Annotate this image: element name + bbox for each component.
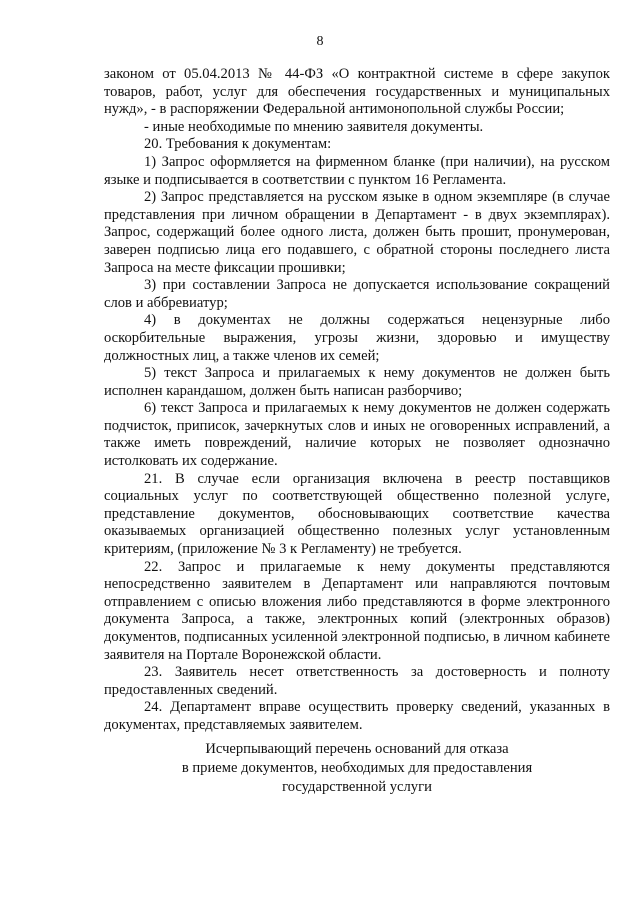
paragraph: 5) текст Запроса и прилагаемых к нему документов не должен быть исполнен карандашом, должен быть написан разборчиво; <box>104 365 610 399</box>
paragraph: 22. Запрос и прилагаемые к нему документы представляются непосредственно заявителем в Департамент или направляются почтовым отправлением с описью вложения либо представляются в форме электронного документа Запроса, а также, электронных копий (электронных образов) документов, подписанных усиленной электронной подписью, в личном кабинете заявителя на Портале Воронежской области. <box>104 558 610 663</box>
paragraph: 23. Заявитель несет ответственность за достоверность и полноту предоставленных сведений. <box>104 664 610 698</box>
page-number: 8 <box>316 34 324 49</box>
document-body <box>104 66 610 735</box>
paragraph: законом от 05.04.2013 № 44-ФЗ «О контрактной системе в сфере закупок товаров, работ, услуг для обеспечения государственных и муниципальных нужд», - в распоряжении Федеральной антимонопольной службы России; <box>104 66 610 118</box>
paragraph: 24. Департамент вправе осуществить проверку сведений, указанных в документах, представляемых заявителем. <box>104 699 610 733</box>
paragraph: 3) при составлении Запроса не допускается использование сокращений слов и аббревиатур; <box>104 277 610 311</box>
section-heading-line: государственной услуги <box>282 779 432 795</box>
paragraph: 1) Запрос оформляется на фирменном бланке (при наличии), на русском языке и подписывается в соответствии с пунктом 16 Регламента. <box>104 153 610 188</box>
paragraph: 2) Запрос представляется на русском языке в одном экземпляре (в случае представления при личном обращении в Департамент - в двух экземплярах). Запрос, содержащий более одного листа, должен быть прошит, пронумерован, заверен подписью лица его подавшего, с обратной стороны последнего листа Запроса на месте фиксации прошивки; <box>104 189 610 276</box>
paragraph: 20. Требования к документам: <box>144 136 332 153</box>
paragraph: 21. В случае если организация включена в реестр поставщиков социальных услуг по соответствующей общественно полезной услуге, представление документов, обосновывающих соответствие качества оказываемых организацией общественно полезных услуг установленным критериям, (приложение № 3 к Регламенту) не требуется. <box>104 470 610 558</box>
paragraph: 4) в документах не должны содержаться нецензурные либо оскорбительные выражения, угрозы жизни, здоровью и имуществу должностных лиц, а также членов их семей; <box>104 312 610 364</box>
paragraph: - иные необходимые по мнению заявителя документы. <box>144 118 484 135</box>
section-heading-line: Исчерпывающий перечень оснований для отказа <box>205 741 509 757</box>
section-heading <box>104 740 610 797</box>
paragraph: 6) текст Запроса и прилагаемых к нему документов не должен содержать подчисток, приписок, зачеркнутых слов и иных не оговоренных исправлений, а также иметь повреждений, наличие которых не позволяет однозначно истолковать их содержание. <box>104 400 610 470</box>
section-heading-line: в приеме документов, необходимых для предоставления <box>181 760 533 776</box>
